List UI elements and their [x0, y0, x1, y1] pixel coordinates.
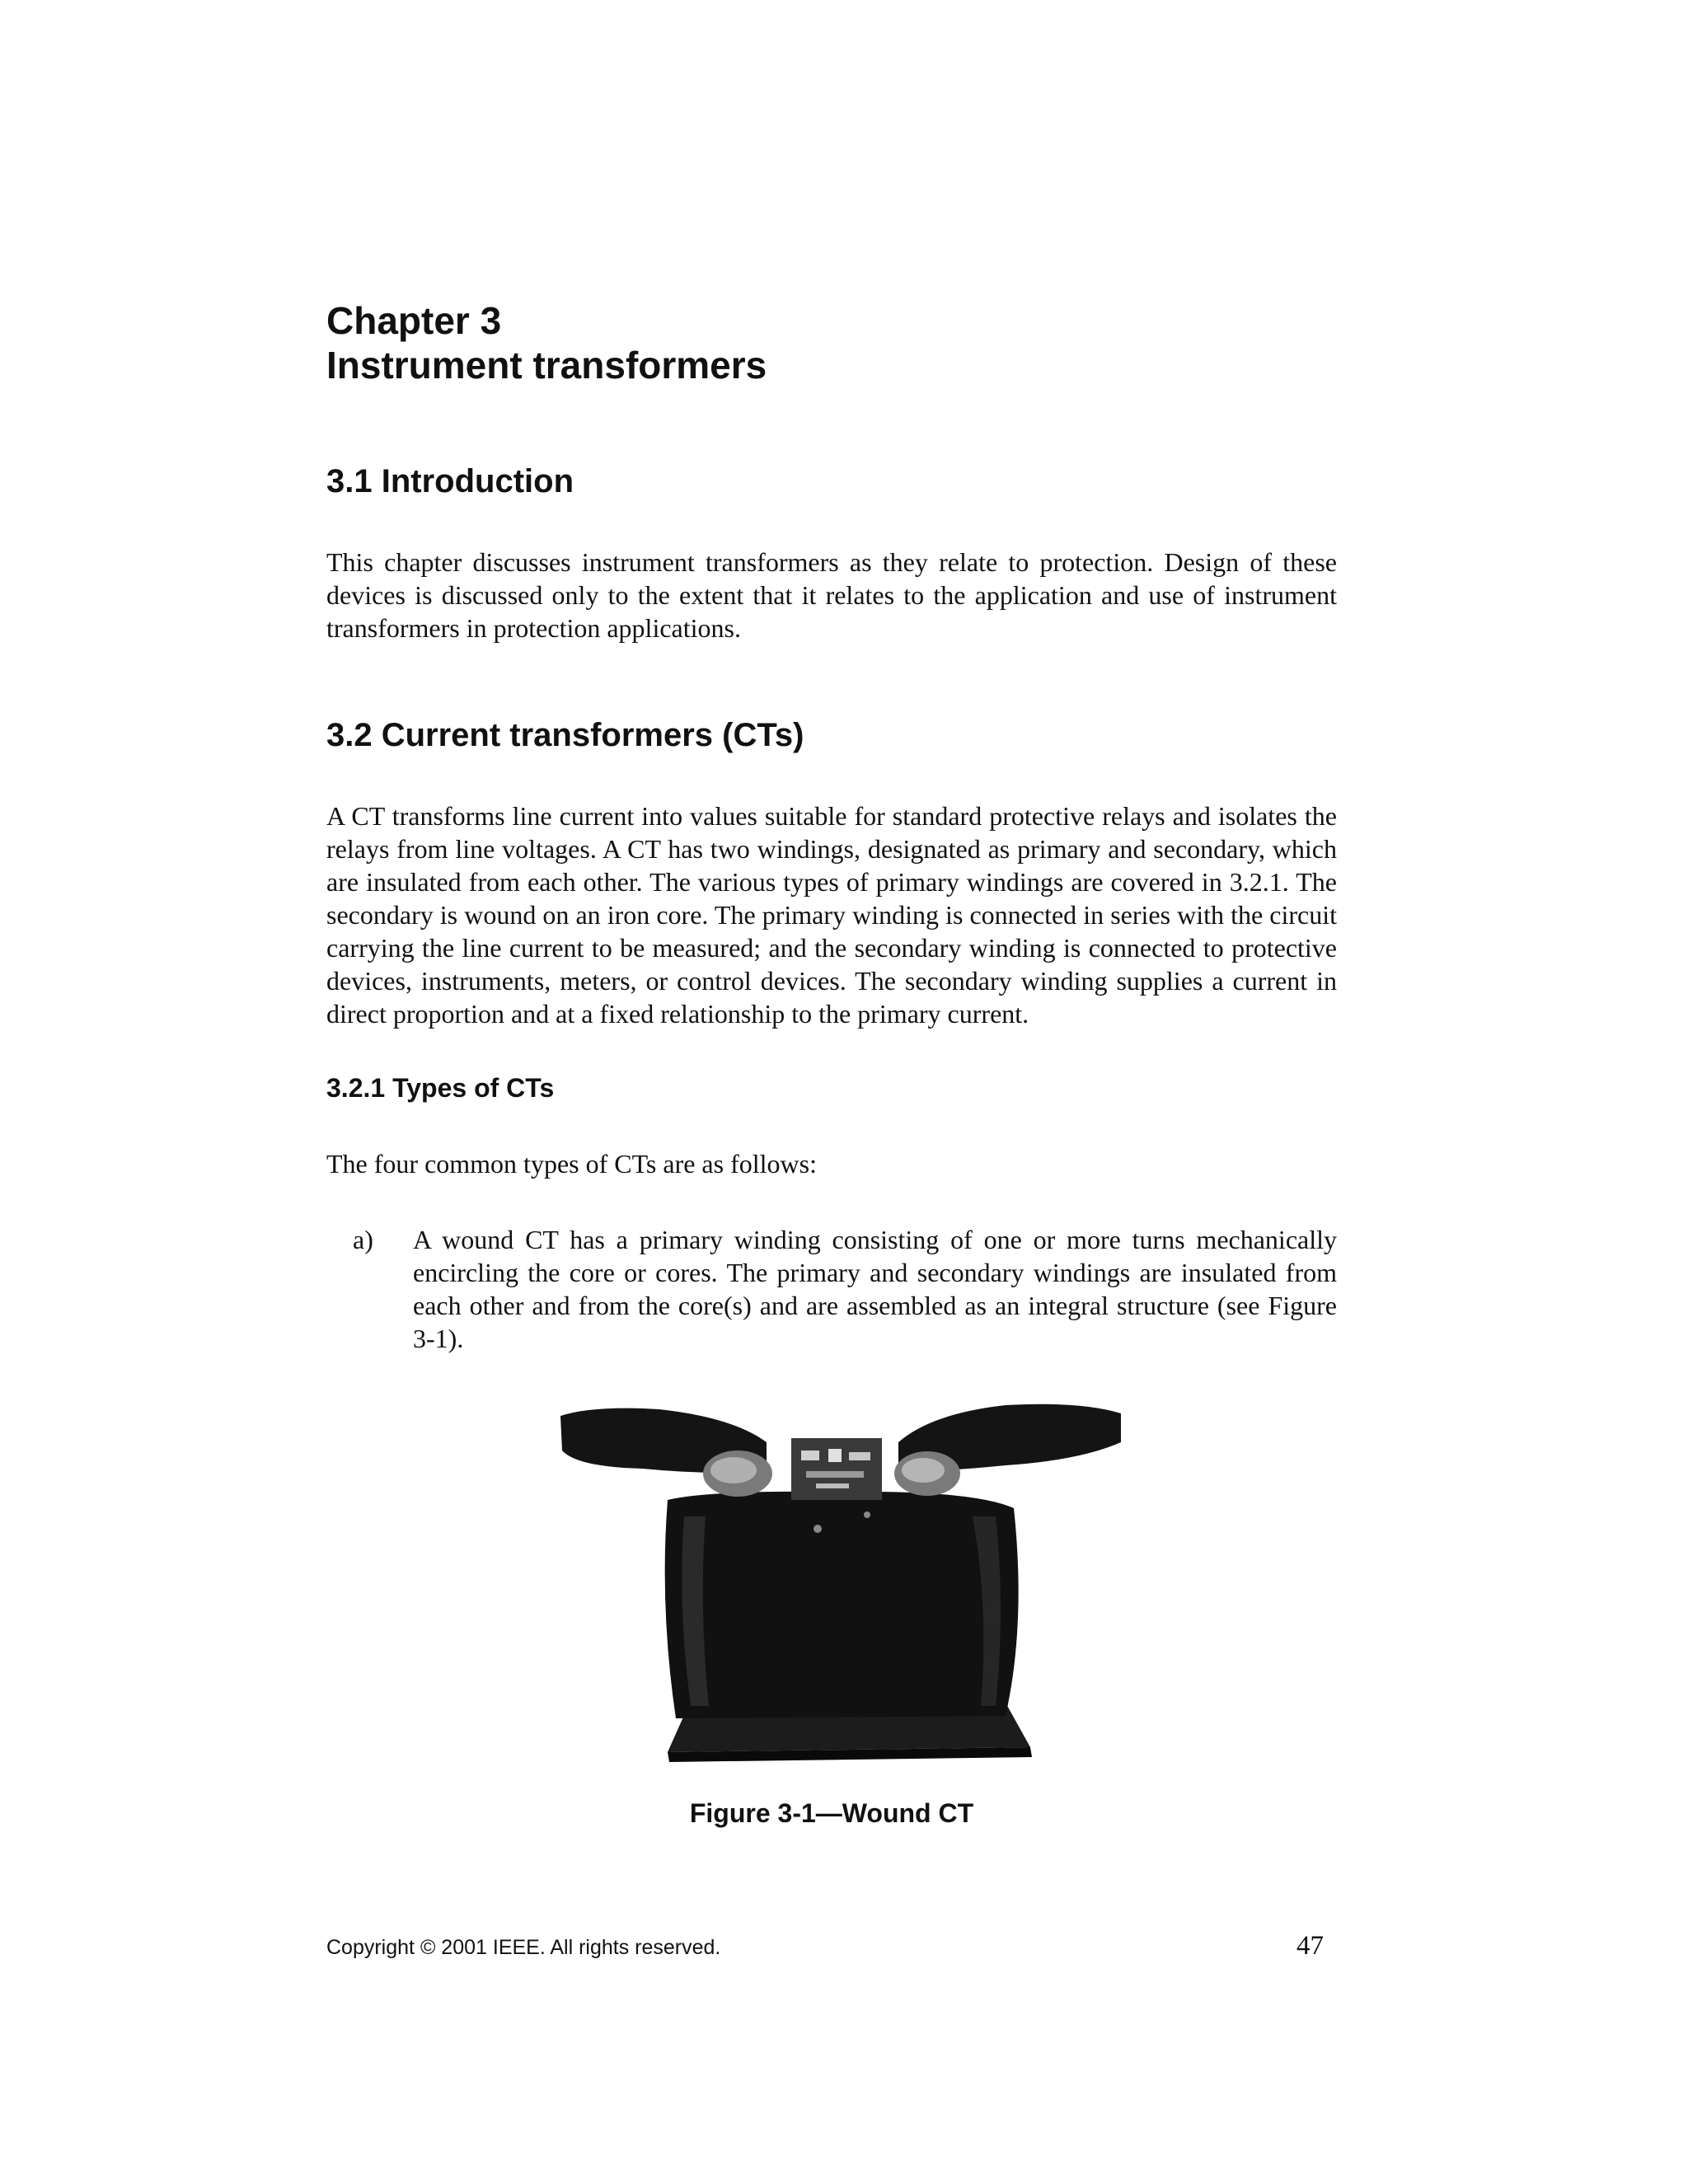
- chapter-title: Instrument transformers: [326, 344, 767, 387]
- types-intro-paragraph: The four common types of CTs are as follows:: [326, 1149, 817, 1179]
- page-number: 47: [1296, 1931, 1324, 1961]
- figure-caption: Figure 3-1—Wound CT: [689, 1798, 974, 1828]
- wound-ct-photo: [544, 1393, 1121, 1780]
- list-item-marker: a): [353, 1225, 373, 1254]
- footer-copyright: Copyright © 2001 IEEE. All rights reserved.: [326, 1936, 721, 1959]
- section-heading-current-transformers: 3.2 Current transformers (CTs): [326, 717, 804, 753]
- section-heading-introduction: 3.1 Introduction: [326, 463, 574, 499]
- chapter-number: Chapter 3: [326, 299, 502, 342]
- introduction-paragraph: This chapter discusses instrument transformers as they relate to protection. Design of these devices is discussed only to the extent that it relates to the application and use of instrument transformers in protection applications.: [326, 547, 1337, 643]
- chapter-heading: [326, 298, 767, 387]
- subsection-heading-types-of-cts: 3.2.1 Types of CTs: [326, 1073, 555, 1103]
- list-item-text: A wound CT has a primary winding consisting of one or more turns mechanically encircling the core or cores. The primary and secondary windings are insulated from each other and from the core(s) and are assembled as an integral structure (see Figure 3-1).: [413, 1225, 1337, 1353]
- current-transformers-paragraph: A CT transforms line current into values suitable for standard protective relays and isolates the relays from line voltages. A CT has two windings, designated as primary and secondary, which are insulated from each other. The various types of primary windings are covered in 3.2.1. The secondary is wound on an iron core. The primary winding is connected in series with the circuit carrying the line current to be measured; and the secondary winding is connected to protective devices, instruments, meters, or control devices. The secondary winding supplies a current in direct proportion and at a fixed relationship to the primary current.: [326, 801, 1337, 1029]
